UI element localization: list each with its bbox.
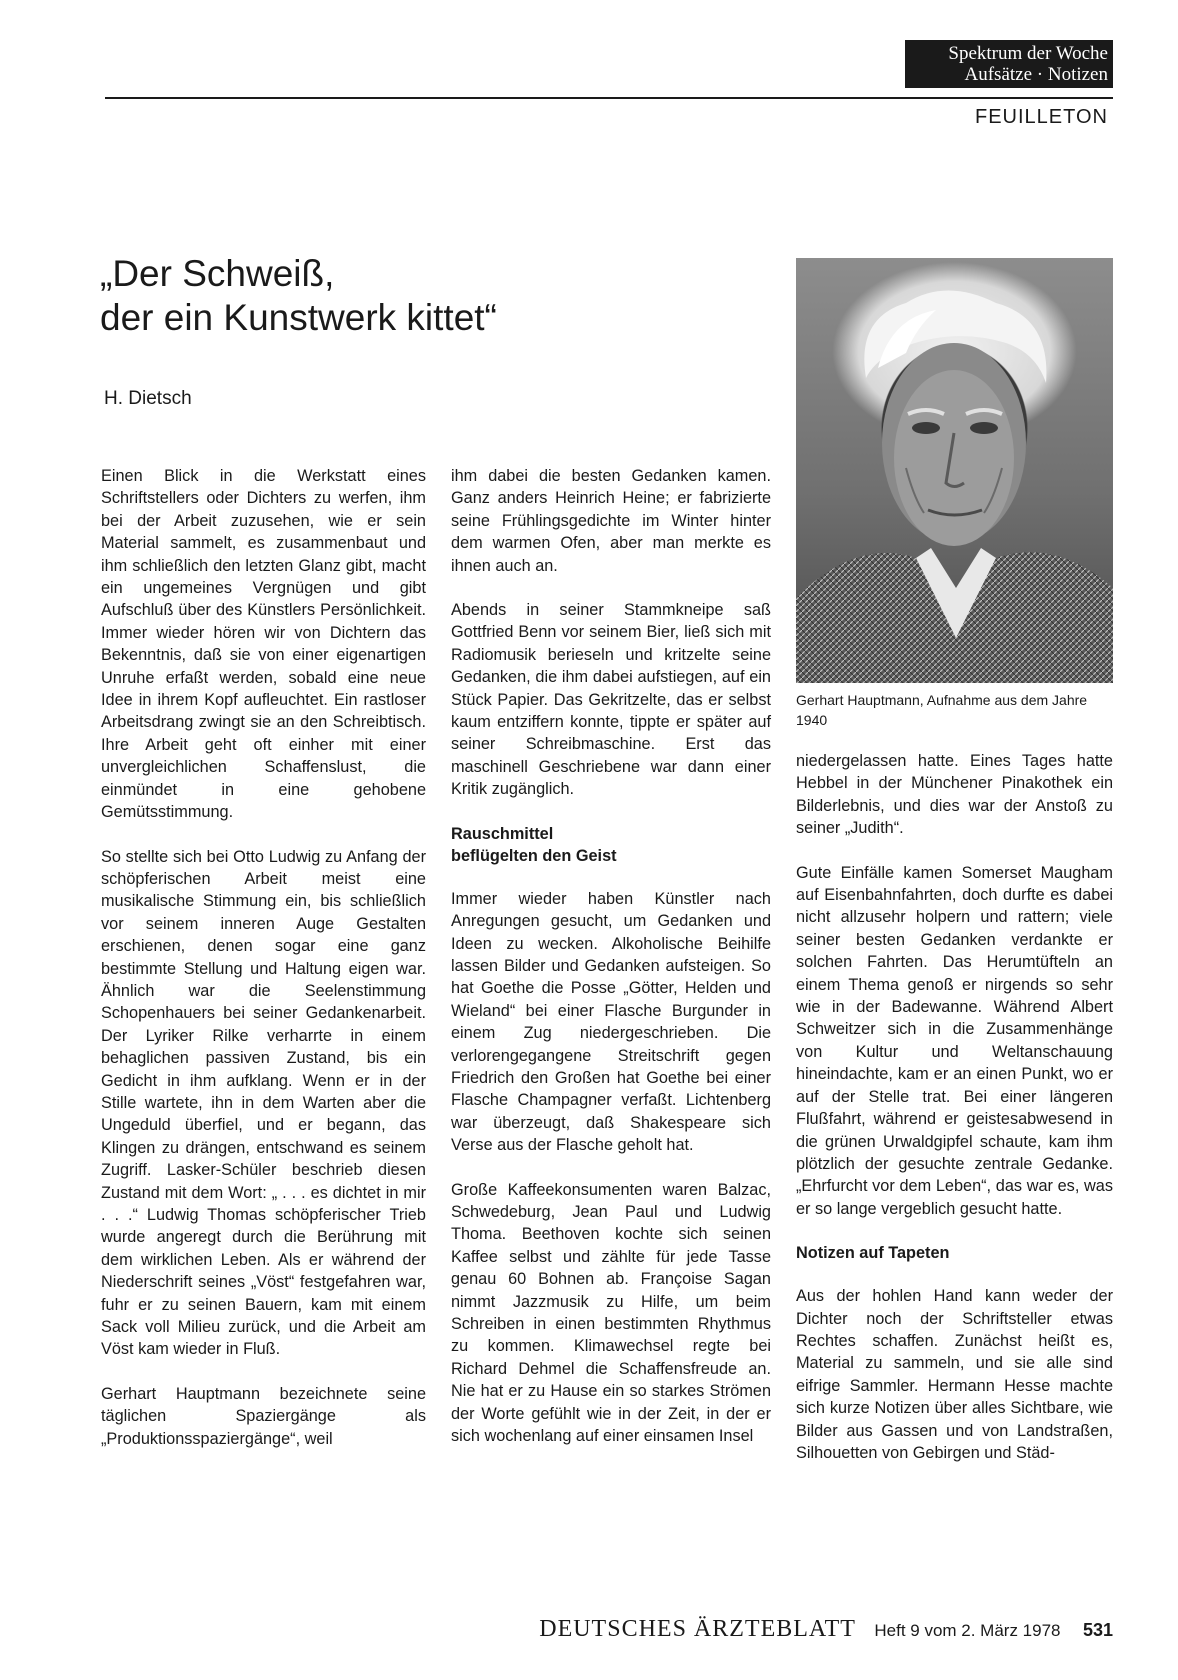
portrait-illustration xyxy=(796,258,1113,683)
subheading-line1: Rauschmittel xyxy=(451,824,554,843)
issue-info: Heft 9 vom 2. März 1978 xyxy=(874,1621,1061,1640)
text-column-3 xyxy=(796,750,1113,1486)
page-number: 531 xyxy=(1082,1620,1113,1640)
article-title xyxy=(100,252,740,340)
article-author: H. Dietsch xyxy=(104,388,192,409)
portrait-photo xyxy=(796,258,1113,683)
header-rule xyxy=(105,97,1113,99)
paragraph: So stellte sich bei Otto Ludwig zu Anfang der schöpferischen Arbeit meist eine musikalische Stimmung ein, bis schließlich vor seinem inneren Auge Gestalten erschienen, denen sogar eine ganz bestimmte Stellung und Haltung eigen war. Ähnlich war die Seelenstimmung Schopenhauers bei seiner Gedankenarbeit. Der Lyriker Rilke verharrte in einem behaglichen passiven Zustand, bis ein Gedicht in ihm aufklang. Wenn er in der Stille wartete, ihn in dem Warten aber die Ungeduld überfiel, und er begann, das Klingen zu drängen, entschwand es seinem Zugriff. Lasker-Schüler beschrieb diesen Zustand mit dem Wort: „ . . . es dichtet in mir . . .“ Ludwig Thomas schöpferischer Trieb wurde angeregt durch die Berührung mit dem wirklichen Leben. Als er während der Niederschrift seines „Vöst“ festgefahren war, fuhr er zu seinen Bauern, kam mit einem Sack voll Milieu zurück, und die Arbeit am Vöst kam wieder in Fluß. xyxy=(101,847,426,1359)
subheading-line2: beflügelten den Geist xyxy=(451,846,617,865)
article-title-line2: der ein Kunstwerk kittet“ xyxy=(100,297,497,338)
paragraph: Gerhart Hauptmann bezeichnete seine täglichen Spaziergänge als „Produktionsspaziergänge“, weil xyxy=(101,1384,426,1448)
subheading-notizen: Notizen auf Tapeten xyxy=(796,1244,950,1263)
text-column-1 xyxy=(101,465,426,1472)
paragraph: Einen Blick in die Werkstatt eines Schriftstellers oder Dichters zu werfen, ihm bei der Arbeit zuzusehen, wie er sein Material sammelt, es zusammenbaut und ihm schließlich den letzten Glanz gibt, macht ein ungemeines Vergnügen und gibt Aufschluß über des Künstlers Persönlichkeit. Immer wieder hören wir von Dichtern das Bekenntnis, daß sie von einer eigenartigen Unruhe erfaßt werden, sobald eine neue Idee in ihrem Kopf aufleuchtet. Ein rastloser Arbeitsdrang zwingt sie an den Schreibtisch. Ihre Arbeit geht oft einher mit einer unvergleichlichen Schaffenslust, die einmündet in eine gehobene Gemütsstimmung. xyxy=(101,467,426,822)
series-tag xyxy=(905,40,1113,88)
subheading-rauschmittel xyxy=(451,823,771,867)
paragraph: Immer wieder haben Künstler nach Anregungen gesucht, um Gedanken und Ideen zu wecken. Alkoholische Beihilfe lassen Bilder und Gedanken aufsteigen. So hat Goethe die Posse „Götter, Helden und Wieland“ bei einer Flasche Burgunder in einem Zug niedergeschrieben. Die verlorengegangene Streitschrift gegen Friedrich den Großen hat Goethe bei einer Flasche Champagner verfaßt. Lichtenberg war überzeugt, daß Shakespeare sich Verse aus der Flasche geholt hat. xyxy=(451,889,771,1155)
paragraph: Abends in seiner Stammkneipe saß Gottfried Benn vor seinem Bier, ließ sich mit Radiomusik berieseln und kritzelte seine Gedanken, die ihm dabei aufstiegen, auf ein Stück Papier. Das Gekritzelte, das er selbst kaum entziffern konnte, tippte er später auf seiner Schreibmaschine. Erst das maschinell Geschriebene war dann einer Kritik zugänglich. xyxy=(451,601,771,799)
text-column-2 xyxy=(451,465,771,1469)
section-label: FEUILLETON xyxy=(975,106,1108,128)
article-title-line1: „Der Schweiß, xyxy=(100,253,335,294)
paragraph: Gute Einfälle kamen Somerset Maugham auf Eisenbahnfahrten, doch durfte es dabei nicht allzusehr holpern und rattern; viele seiner besten Gedanken verdankte er solchen Fahrten. Das Herumtüfteln an einem Thema genoß er nirgends so sehr wie in der Badewanne. Während Albert Schweitzer sich in die Zusammenhänge von Kultur und Weltanschauung hineindachte, kam er an einen Punkt, wo er auf der Stelle trat. Bei einer längeren Flußfahrt, während er geistesabwesend in die grünen Urwaldgipfel schaute, kam ihm plötzlich der gesuchte zentrale Gedanke. „Ehrfurcht vor dem Leben“, das war es, was er so lange vergeblich gesucht hatte. xyxy=(796,863,1113,1218)
paragraph: ihm dabei die besten Gedanken kamen. Ganz anders Heinrich Heine; er fabrizierte seine Frühlingsgedichte im Winter hinter dem warmen Ofen, aber man merkte es ihnen auch an. xyxy=(451,467,771,575)
paragraph: Große Kaffeekonsumenten waren Balzac, Schwedeburg, Jean Paul und Ludwig Thoma. Beethoven kochte sich seinen Kaffee selbst und zählte für jede Tasse genau 60 Bohnen ab. Françoise Sagan nimmt Jazzmusik zu Hilfe, um beim Schreiben in einen bestimmten Rhythmus zu kommen. Klimawechsel regte bei Richard Dehmel die Schaffensfreude an. Nie hat er zu Hause ein so starkes Strömen der Worte gefühlt wie in der Zeit, in der er sich wochenlang auf einer einsamen Insel xyxy=(451,1180,771,1446)
photo-caption: Gerhart Hauptmann, Aufnahme aus dem Jahre 1940 xyxy=(796,692,1088,728)
paragraph: Aus der hohlen Hand kann weder der Dichter noch der Schriftsteller etwas Rechtes schaffen. Zunächst heißt es, Material zu sammeln, und sie alle sind eifrige Sammler. Hermann Hesse machte sich kurze Notizen über alles Sichtbare, wie Bilder aus Gassen und von Landstraßen, Silhouetten von Gebirgen und Städ- xyxy=(796,1287,1113,1462)
journal-name: DEUTSCHES ÄRZTEBLATT xyxy=(539,1616,856,1642)
series-tag-line2: Aufsätze · Notizen xyxy=(964,64,1108,85)
series-tag-line1: Spektrum der Woche xyxy=(948,43,1108,64)
paragraph: niedergelassen hatte. Eines Tages hatte Hebbel in der Münchener Pinakothek ein Bilderlebnis, und dies war der Anstoß zu seiner „Judith“. xyxy=(796,752,1113,838)
page-footer xyxy=(539,1616,1113,1643)
